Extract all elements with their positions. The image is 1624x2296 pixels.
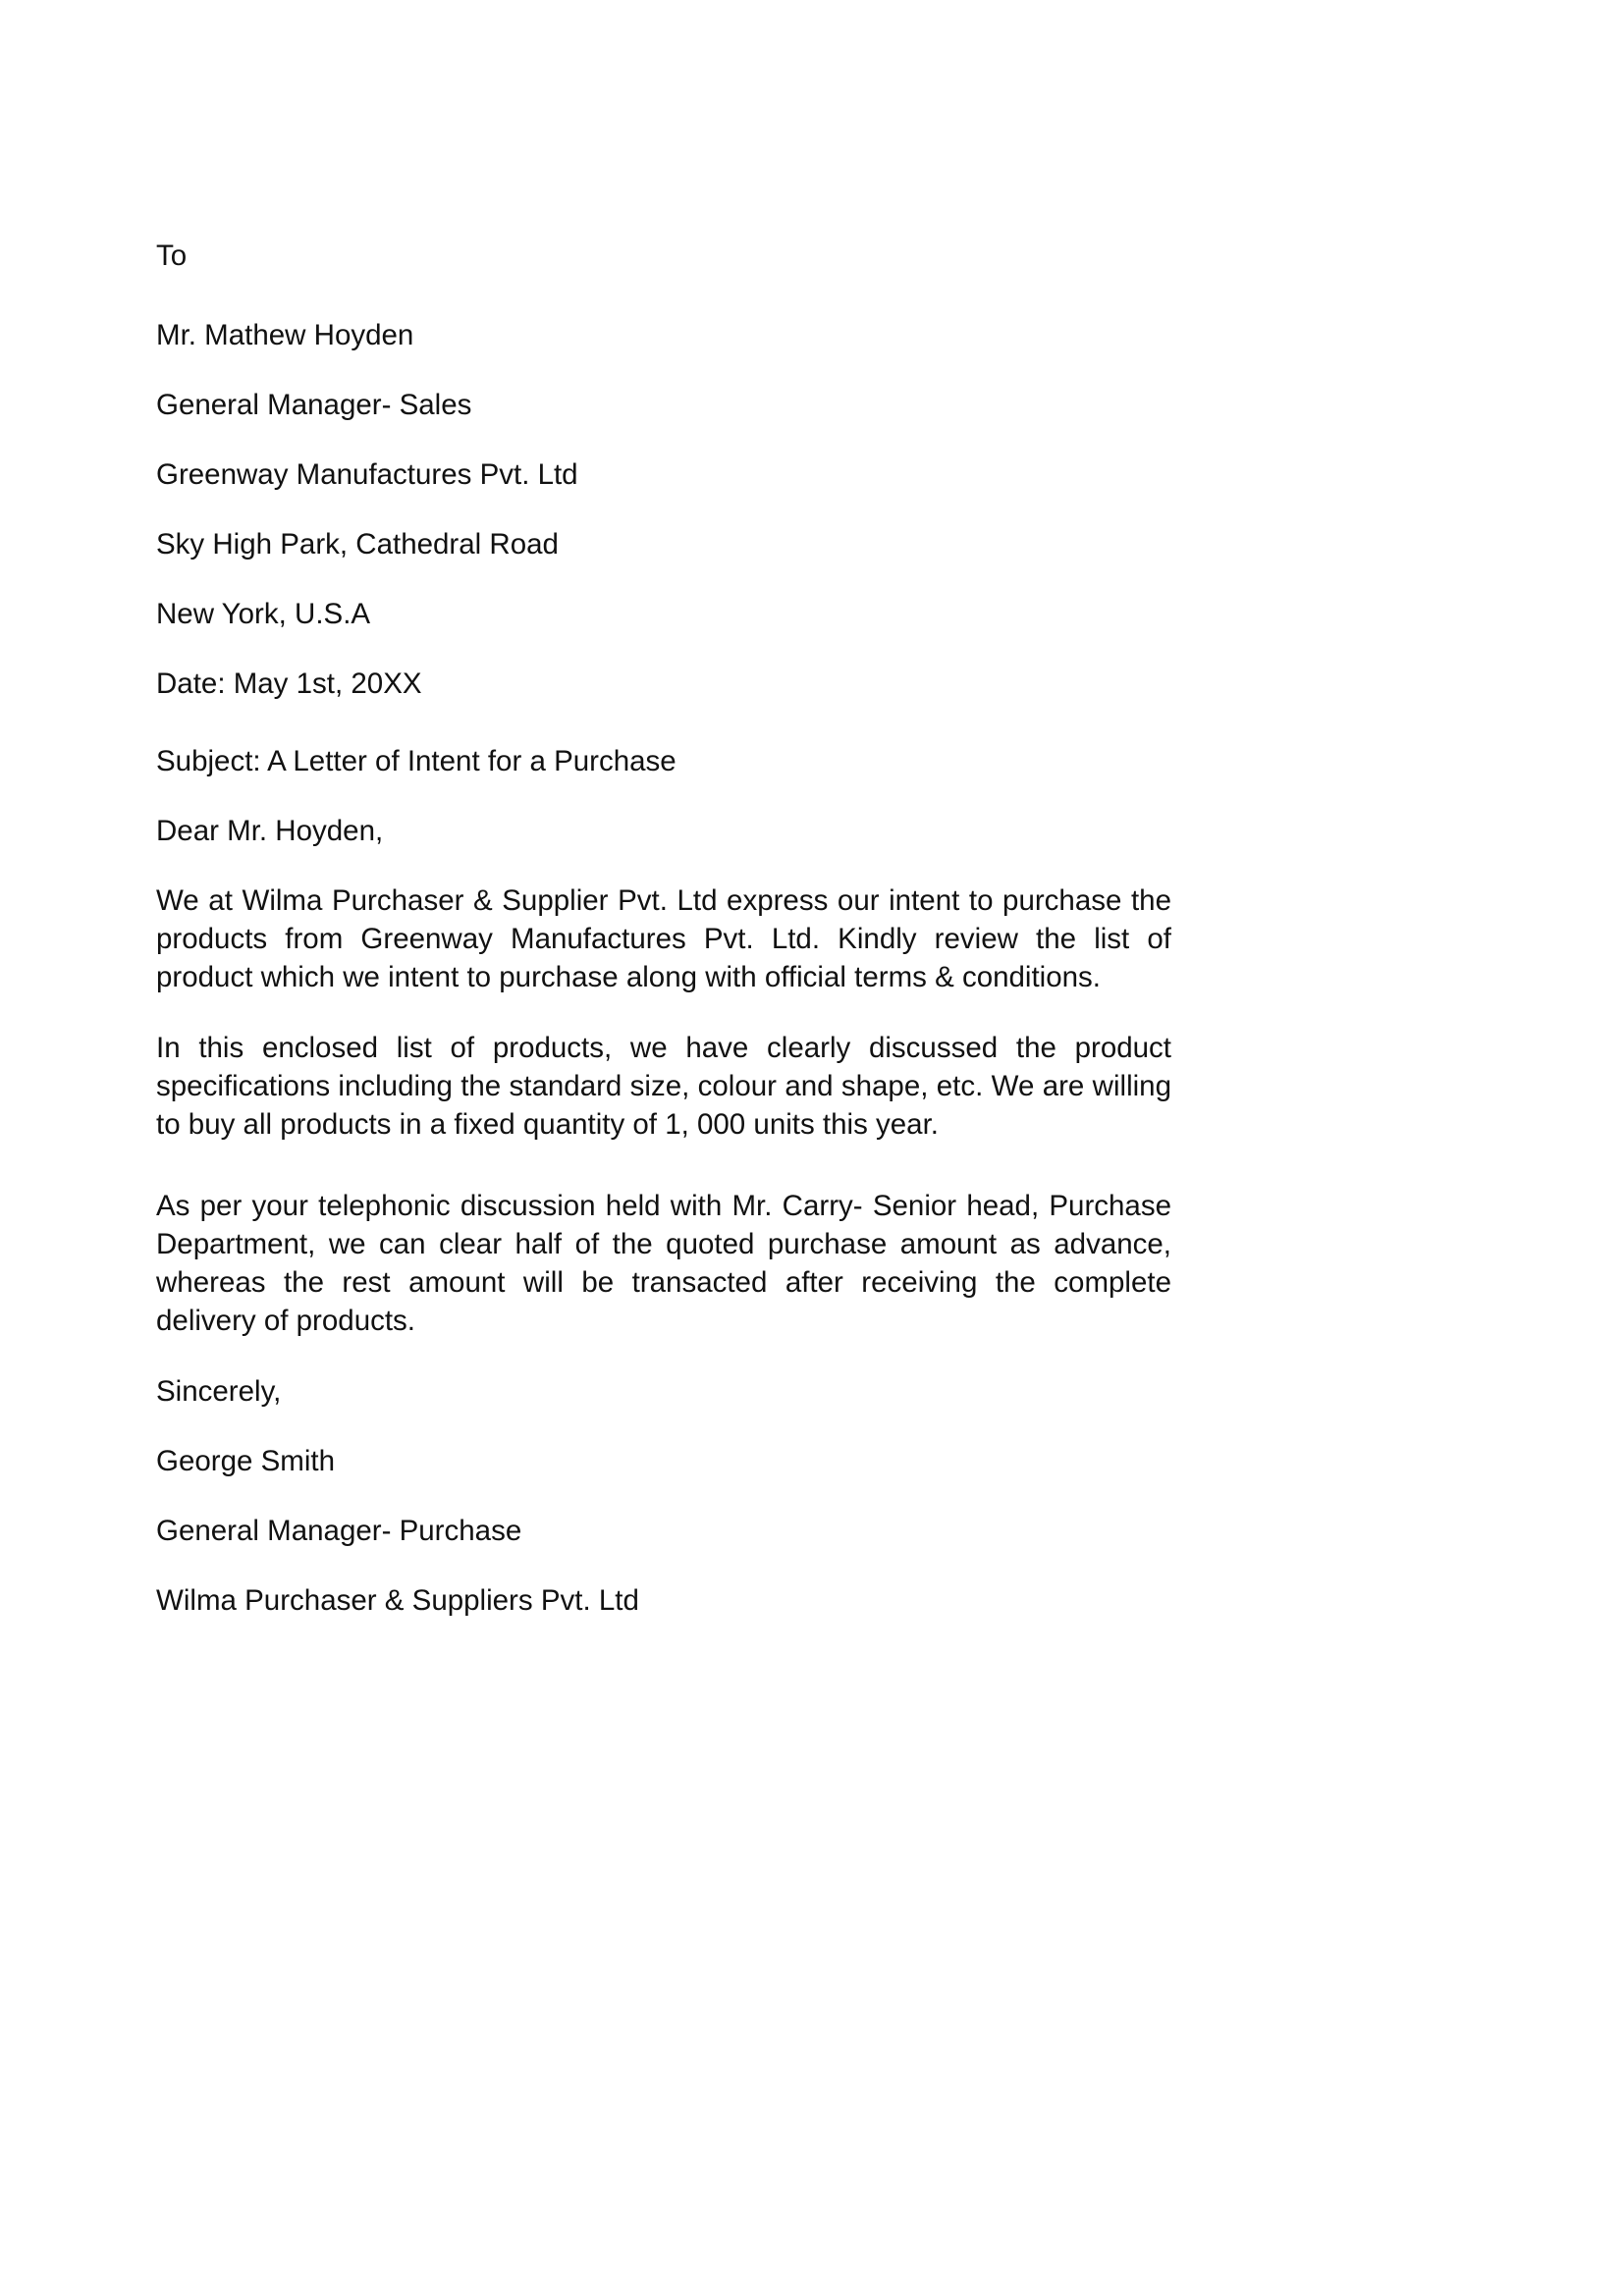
recipient-company: Greenway Manufactures Pvt. Ltd <box>156 458 578 491</box>
recipient-address-line1: Sky High Park, Cathedral Road <box>156 528 559 561</box>
recipient-name: Mr. Mathew Hoyden <box>156 319 414 351</box>
body-paragraph-2: In this enclosed list of products, we have clearly discussed the product specifications including the standard size, colour and shape, etc. We are willing to buy all products in a fixed quantity of 1, 000 units this year. <box>156 1032 1171 1141</box>
sender-title: General Manager- Purchase <box>156 1515 522 1547</box>
body-paragraph-3: As per your telephonic discussion held with Mr. Carry- Senior head, Purchase Department, we can clear half of the quoted purchase amount as advance, whereas the rest amount will be transacted after receiving the complete delivery of products. <box>156 1190 1171 1337</box>
body-paragraph-1: We at Wilma Purchaser & Supplier Pvt. Ltd express our intent to purchase the products from Greenway Manufactures Pvt. Ltd. Kindly review the list of product which we intent to purchase along with official terms & conditions. <box>156 884 1171 993</box>
recipient-title: General Manager- Sales <box>156 389 472 421</box>
letter-date: Date: May 1st, 20XX <box>156 667 422 700</box>
recipient-address-line2: New York, U.S.A <box>156 598 371 630</box>
sender-name: George Smith <box>156 1445 335 1477</box>
letter-subject: Subject: A Letter of Intent for a Purchase <box>156 745 677 777</box>
sender-company: Wilma Purchaser & Suppliers Pvt. Ltd <box>156 1584 639 1617</box>
salutation: Dear Mr. Hoyden, <box>156 815 384 847</box>
to-label: To <box>156 240 188 272</box>
closing: Sincerely, <box>156 1375 282 1408</box>
